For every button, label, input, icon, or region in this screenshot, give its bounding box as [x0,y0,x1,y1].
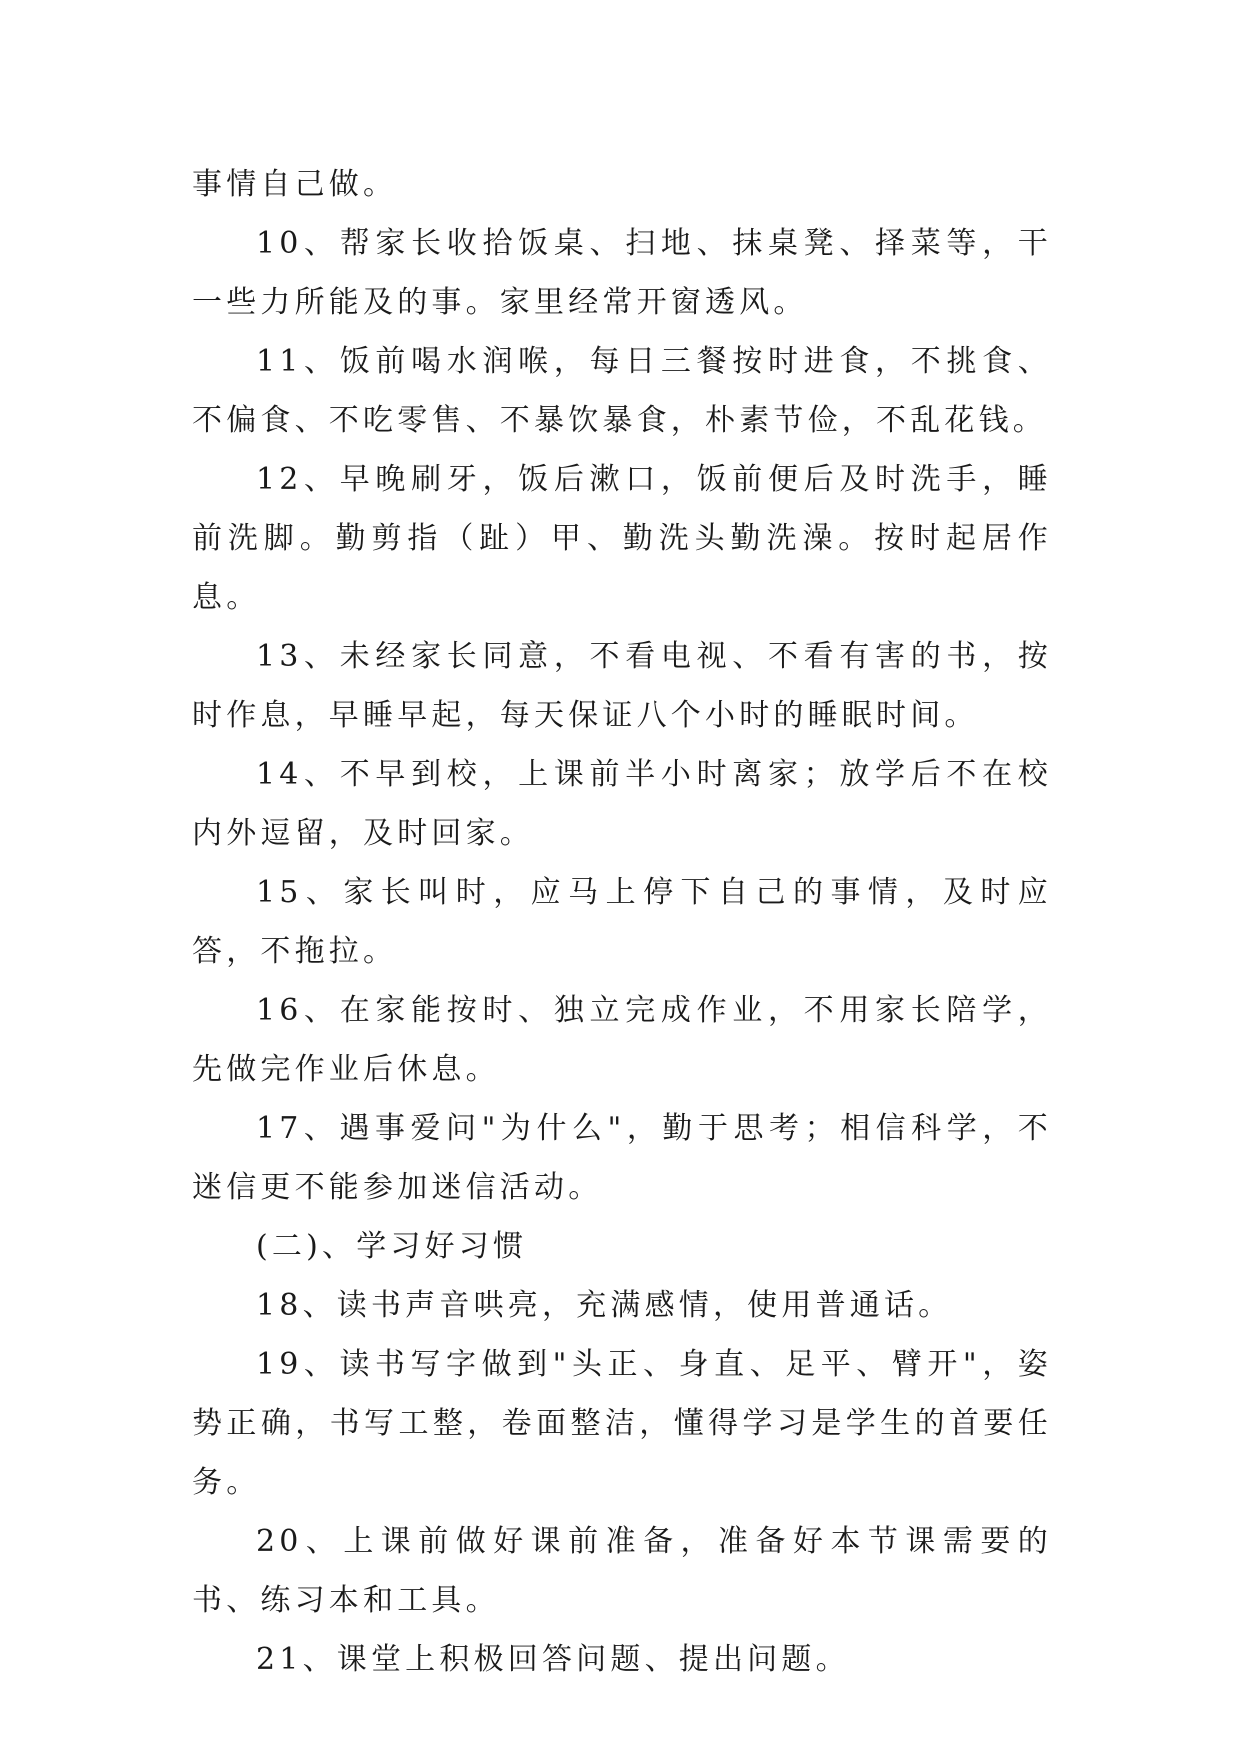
paragraph-item-12: 12、早晚刷牙，饭后漱口，饭前便后及时洗手，睡前洗脚。勤剪指（趾）甲、勤洗头勤洗澡。按时起居作息。 [192,462,1052,615]
paragraph-item-13: 13、未经家长同意，不看电视、不看有害的书，按时作息，早睡早起，每天保证八个小时的睡眠时间。 [192,639,1052,733]
paragraph-item-14: 14、不早到校，上课前半小时离家；放学后不在校内外逗留，及时回家。 [192,757,1052,851]
paragraph-item-18: 18、读书声音哄亮，充满感情，使用普通话。 [256,1288,953,1323]
paragraph-continuation: 事情自己做。 [192,167,398,202]
paragraph-item-16: 16、在家能按时、独立完成作业，不用家长陪学，先做完作业后休息。 [192,993,1052,1087]
paragraph-item-17: 17、遇事爱问"为什么"，勤于思考；相信科学，不迷信更不能参加迷信活动。 [192,1111,1052,1205]
section-heading: (二)、学习好习惯 [256,1229,528,1264]
paragraph-item-10: 10、帮家长收拾饭桌、扫地、抹桌凳、择菜等，干一些力所能及的事。家里经常开窗透风。 [192,226,1052,320]
paragraph-item-11: 11、饭前喝水润喉，每日三餐按时进食，不挑食、不偏食、不吃零售、不暴饮暴食，朴素节俭，不乱花钱。 [192,344,1052,438]
paragraph-item-20: 20、上课前做好课前准备，准备好本节课需要的书、练习本和工具。 [192,1524,1052,1618]
paragraph-item-15: 15、家长叫时，应马上停下自己的事情，及时应答，不拖拉。 [192,875,1052,969]
paragraph-item-21: 21、课堂上积极回答问题、提出问题。 [256,1642,850,1677]
document-page [192,155,1052,1689]
paragraph-item-19: 19、读书写字做到"头正、身直、足平、臂开"，姿势正确，书写工整，卷面整洁，懂得学习是学生的首要任务。 [192,1347,1052,1500]
